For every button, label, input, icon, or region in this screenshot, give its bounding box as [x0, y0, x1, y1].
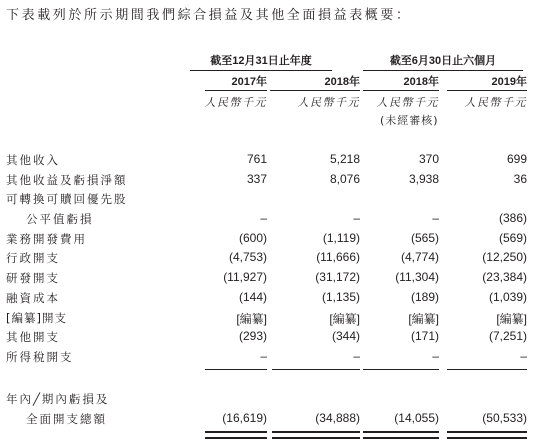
cell-2019-interim: –	[520, 349, 527, 363]
cell-2017: (4,753)	[228, 250, 267, 264]
unit-2017: 人民幣千元	[204, 96, 267, 109]
cell-2019-interim: (386)	[498, 211, 527, 225]
cell-2019-interim: 699	[506, 152, 527, 166]
table-row	[0, 250, 550, 269]
table-row	[0, 152, 550, 171]
year-2019-interim: 2019年	[491, 76, 527, 88]
year-2018-interim: 2018年	[403, 76, 439, 88]
unit-2018-interim: 人民幣千元	[376, 96, 439, 109]
row-label: 融資成本	[6, 291, 60, 305]
cell-2018-interim: [編纂]	[408, 312, 439, 326]
cell-2019-interim: (1,039)	[488, 290, 527, 304]
table-row	[0, 191, 550, 210]
cell-2017: –	[260, 349, 267, 363]
total-row	[0, 411, 550, 430]
cell-2018-annual: (1,135)	[321, 290, 360, 304]
cell-2018-interim: 370	[418, 152, 439, 166]
header-six-months-ended: 截至6月30日止六個月	[363, 52, 523, 71]
row-label: 其他收入	[6, 153, 60, 167]
cell-2017: (600)	[238, 231, 267, 245]
cell-2018-interim: (171)	[410, 329, 439, 343]
cell-2017: (11,927)	[223, 270, 267, 284]
table-row	[0, 231, 550, 250]
cell-2018-annual: [編纂]	[329, 312, 360, 326]
cell-2017: (293)	[238, 329, 267, 343]
row-label: 公平值虧損	[26, 212, 94, 226]
total-double-rule	[447, 431, 527, 439]
table-row	[0, 349, 550, 368]
total-2019-interim: (50,533)	[482, 411, 527, 425]
row-label: 其他開支	[6, 330, 60, 344]
cell-2017: 337	[246, 172, 267, 186]
year-2017: 2017年	[231, 76, 267, 88]
row-label: 可轉換可贖回優先股	[6, 192, 128, 206]
cell-2017: 761	[246, 152, 267, 166]
cell-2017: –	[260, 211, 267, 225]
cell-2019-interim: (7,251)	[488, 329, 527, 343]
cell-2017: (144)	[238, 290, 267, 304]
cell-2018-annual: –	[353, 211, 360, 225]
table-row	[0, 329, 550, 348]
cell-2018-interim: –	[432, 349, 439, 363]
unit-2018-annual: 人民幣千元	[297, 96, 360, 109]
total-label-line1: 年內╱期內虧損及	[6, 392, 110, 406]
cell-2019-interim: (23,384)	[482, 270, 527, 284]
total-double-rule	[363, 431, 439, 439]
row-label: 其他收益及虧損淨額	[6, 173, 128, 187]
total-label-line2: 全面開支總額	[26, 412, 107, 426]
total-2018-interim: (14,055)	[394, 411, 439, 425]
total-2017: (16,619)	[222, 411, 267, 425]
total-double-rule	[272, 431, 360, 439]
cell-2018-interim: (189)	[410, 290, 439, 304]
total-double-rule	[205, 431, 267, 439]
row-label: 所得稅開支	[6, 350, 74, 364]
table-row	[0, 270, 550, 289]
table-row	[0, 211, 550, 230]
year-2018-annual: 2018年	[324, 76, 360, 88]
cell-2018-annual: –	[353, 349, 360, 363]
subtotal-rule	[205, 369, 267, 370]
header-year-ended: 截至12月31日止年度	[190, 52, 332, 71]
cell-2019-interim: (12,250)	[482, 250, 527, 264]
cell-2019-interim: [編纂]	[496, 312, 527, 326]
cell-2019-interim: (569)	[498, 231, 527, 245]
table-row	[0, 290, 550, 309]
cell-2018-annual: 8,076	[329, 172, 360, 186]
cell-2018-interim: (4,774)	[400, 250, 439, 264]
cell-2018-annual: (1,119)	[322, 231, 360, 245]
subtotal-rule	[447, 369, 527, 370]
cell-2018-interim: –	[432, 211, 439, 225]
total-2018-annual: (34,888)	[315, 411, 360, 425]
row-label: 研發開支	[6, 271, 60, 285]
total-row-line1	[0, 391, 550, 410]
row-label: [編纂]開支	[6, 311, 67, 325]
cell-2018-annual: 5,218	[329, 152, 360, 166]
unit-2019-interim: 人民幣千元	[464, 96, 527, 109]
row-label: 行政開支	[6, 251, 60, 265]
cell-2018-annual: (31,172)	[315, 270, 360, 284]
cell-2019-interim: 36	[513, 172, 527, 186]
row-label: 業務開發費用	[6, 232, 87, 246]
cell-2018-interim: 3,938	[408, 172, 439, 186]
cell-2018-annual: (11,666)	[316, 250, 360, 264]
table-row	[0, 310, 550, 329]
subtotal-rule	[272, 369, 360, 370]
table-row	[0, 172, 550, 191]
unaudited-note: (未經審核)	[380, 114, 439, 127]
cell-2018-annual: (344)	[331, 329, 360, 343]
intro-text: 下表載列於所示期間我們綜合損益及其他全面損益表概要：	[6, 8, 412, 23]
cell-2017: [編纂]	[236, 312, 267, 326]
cell-2018-interim: (565)	[410, 231, 439, 245]
cell-2018-interim: (11,304)	[395, 270, 439, 284]
subtotal-rule	[363, 369, 439, 370]
